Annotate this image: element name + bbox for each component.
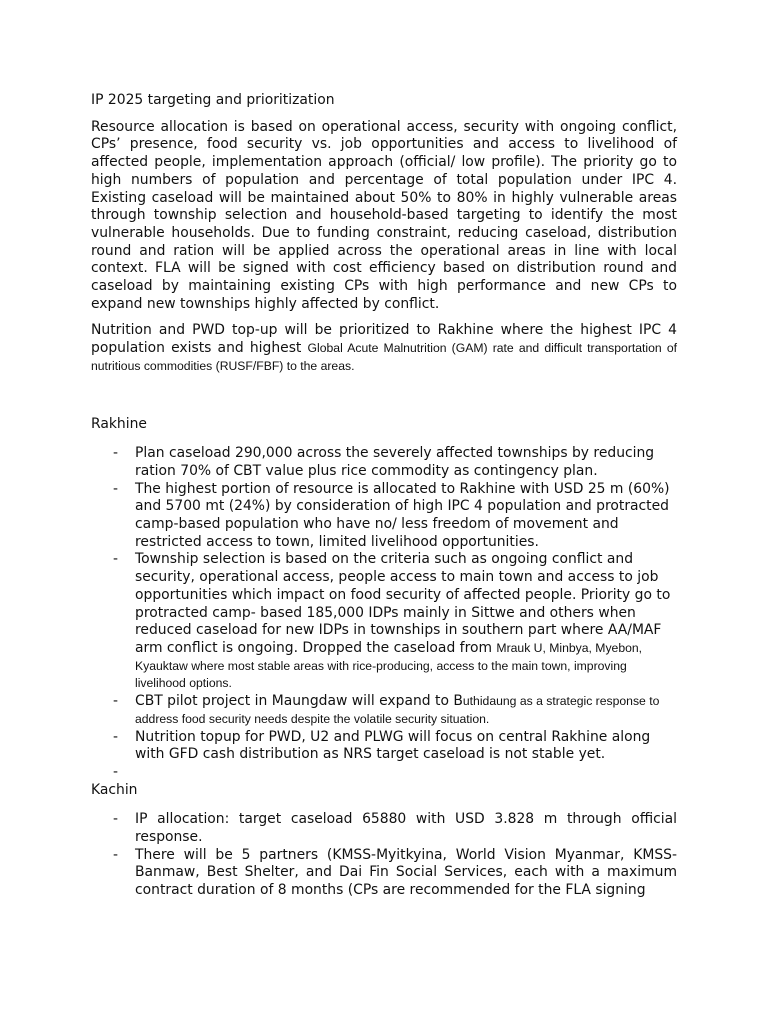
empty-list-item xyxy=(91,764,677,782)
nutrition-paragraph xyxy=(91,322,677,375)
nutrition-text-small: Global Acute Malnutrition (GAM) rate and difficult transportation of nutritious commodities (RUSF/FBF) to the areas. xyxy=(91,341,677,373)
kachin-heading: Kachin xyxy=(91,781,138,798)
list-item: - IP allocation: target caseload 65880 with USD 3.828 m through official response. xyxy=(91,811,677,846)
rakhine-heading: Rakhine xyxy=(91,415,147,432)
list-item: - Nutrition topup for PWD, U2 and PLWG will focus on central Rakhine along with GFD cash distribution as NRS target caseload is not stable yet. xyxy=(91,729,677,764)
rakhine-list xyxy=(91,445,677,764)
document-title: IP 2025 targeting and prioritization xyxy=(91,92,335,108)
list-item: - There will be 5 partners (KMSS-Myitkyina, World Vision Myanmar, KMSS-Banmaw, Best Shelter, and Dai Fin Social Services, each with a maximum contract duration of 8 months (CPs are recommended for the FLA signing xyxy=(91,847,677,900)
list-item: - CBT pilot project in Maungdaw will expand to Buthidaung as a strategic response to address food security needs despite the volatile security situation. xyxy=(91,693,677,728)
nutrition-text: Nutrition and PWD top-up will be prioritized to Rakhine where the highest IPC 4 population exists and highest xyxy=(91,322,677,357)
list-item: - The highest portion of resource is allocated to Rakhine with USD 25 m (60%) and 5700 mt (24%) by consideration of high IPC 4 population and protracted camp-based population who have no/ less freedom of movement and restricted access to town, limited livelihood opportunities. xyxy=(91,481,677,552)
kachin-list xyxy=(91,811,677,900)
list-item: - Plan caseload 290,000 across the severely affected townships by reducing ration 70% of CBT value plus rice commodity as contingency plan. xyxy=(91,445,677,480)
intro-paragraph: Resource allocation is based on operational access, security with ongoing conflict, CPs’ presence, food security vs. job opportunities and access to livelihood of affected people, implementation approach (official/ low profile). The priority go to high numbers of population and percentage of total population under IPC 4. Existing caseload will be maintained about 50% to 80% in highly vulnerable areas through township selection and household-based targeting to identify the most vulnerable households. Due to funding constraint, reducing caseload, distribution round and ration will be applied across the operational areas in line with local context. FLA will be signed with cost efficiency based on distribution round and caseload by maintaining existing CPs with high performance and new CPs to expand new townships highly affected by conflict. xyxy=(91,118,677,312)
document-body xyxy=(91,92,677,900)
list-item: - Township selection is based on the criteria such as ongoing conflict and security, operational access, people access to main town and access to job opportunities which impact on food security of affected people. Priority go to protracted camp- based 185,000 IDPs mainly in Sittwe and others when reduced caseload for new IDPs in townships in southern part where AA/MAF arm conflict is ongoing. Dropped the caseload from Mrauk U, Minbya, Myebon, Kyauktaw where most stable areas with rice-producing, access to the main town, improving livelihood options. xyxy=(91,551,677,693)
